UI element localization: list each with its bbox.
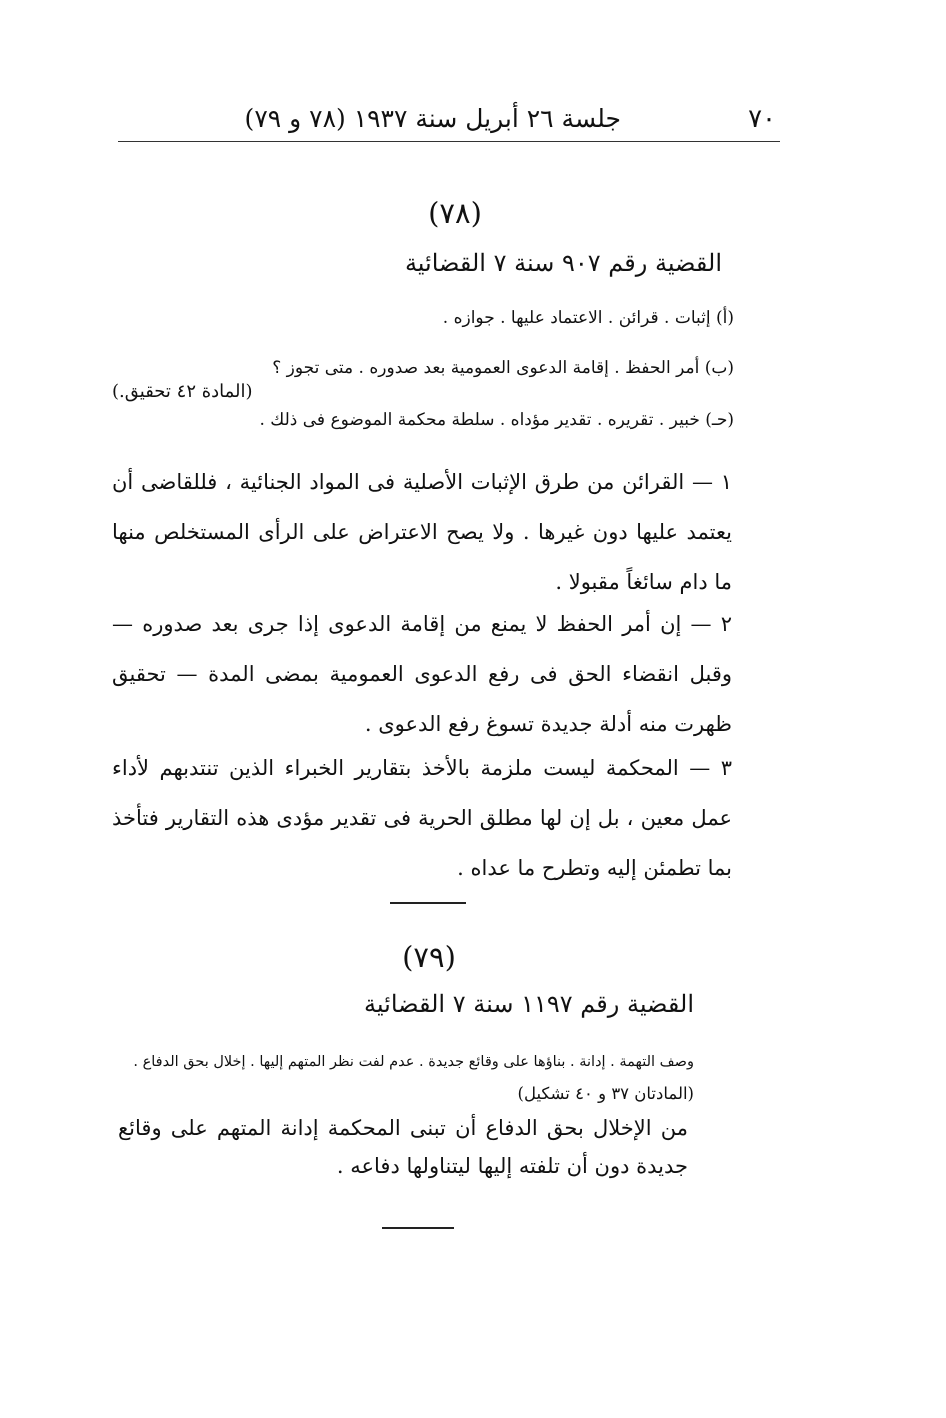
- page-header: [110, 104, 776, 144]
- case-78-paragraph-1: ١ — القرائن من طرق الإثبات الأصلية فى المواد الجنائية ، فللقاضى أن يعتمد عليها دون غيرها . ولا يصح الاعتراض على الرأى المستخلص منها ما دام سائغاً مقبولا .: [112, 470, 732, 594]
- running-title: جلسة ٢٦ أبريل سنة ١٩٣٧ (٧٨ و ٧٩): [244, 104, 621, 133]
- case-78-article-reference: (المادة ٤٢ تحقيق.): [112, 381, 253, 402]
- case-79-title: القضية رقم ١١٩٧ سنة ٧ القضائية: [364, 990, 694, 1018]
- section-separator: [390, 902, 466, 904]
- section-separator-end: [382, 1227, 454, 1229]
- page-number: ٧٠: [748, 104, 776, 134]
- header-rule: [118, 141, 780, 142]
- case-79-article-reference: (المادتان ٣٧ و ٤٠ تشكيل): [517, 1084, 694, 1103]
- case-78-number: (٧٨): [428, 196, 482, 230]
- case-79-paragraph: من الإخلال بحق الدفاع أن تبنى المحكمة إدانة المتهم على وقائع جديدة دون أن تلفته إليها ليتناولها دفاعه .: [118, 1116, 688, 1178]
- case-78-paragraph-3: ٣ — المحكمة ليست ملزمة بالأخذ بتقارير الخبراء الذين تنتدبهم لأداء عمل معين ، بل إن لها مطلق الحرية فى تقدير مؤدى هذه التقارير فتأخذ بما تطمئن إليه وتطرح ما عداه .: [112, 756, 732, 880]
- case-79-topic: وصف التهمة . إدانة . بناؤها على وقائع جديدة . عدم لفت نظر المتهم إليها . إخلال بحق الدفاع .: [133, 1054, 694, 1070]
- case-78-paragraph-2: ٢ — إن أمر الحفظ لا يمنع من إقامة الدعوى إذا جرى بعد صدوره — وقبل انقضاء الحق فى رفع الدعوى العمومية بمضى المدة — تحقيق ظهرت منه أدلة جديدة تسوغ رفع الدعوى .: [112, 612, 732, 736]
- case-78-topic-b: (ب) أمر الحفظ . إقامة الدعوى العمومية بعد صدوره . متى تجوز ؟: [272, 358, 734, 378]
- case-79-number: (٧٩): [402, 940, 456, 974]
- case-78-topic-a: (أ) إثبات . قرائن . الاعتماد عليها . جوازه .: [442, 308, 734, 328]
- case-78-topic-c: (حـ) خبير . تقريره . تقدير مؤداه . سلطة محكمة الموضوع فى ذلك .: [259, 410, 734, 430]
- case-78-title: القضية رقم ٩٠٧ سنة ٧ القضائية: [404, 249, 722, 277]
